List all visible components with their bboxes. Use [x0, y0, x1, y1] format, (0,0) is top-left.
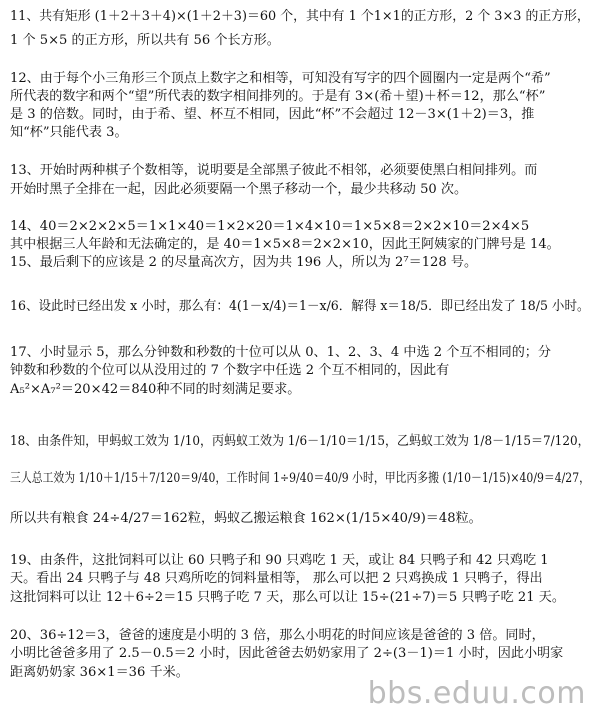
- text-line: 20、36÷12＝3，爸爸的速度是小明的 3 倍，那么小明花的时间应该是爸爸的 3 倍。同时，: [10, 628, 545, 643]
- text-line: 是 3 的倍数。同时，由于希、望、杯互不相同，因此“杯”不会超过 12－3×(1＋2)＝3，推: [10, 107, 535, 122]
- text-line: 知“杯”只能代表 3。: [10, 125, 128, 140]
- text-line: 1 个 5×5 的正方形，所以共有 56 个长方形。: [10, 33, 280, 48]
- text-line: 17、小时显示 5，那么分钟数和秒数的十位可以从 0、1、2、3、4 中选 2 个互不相同的；分: [10, 345, 551, 360]
- text-line: 这批饲料可以让 12＋6÷2＝15 只鸭子吃 7 天，那么可以让 15÷(21÷7)＝5 只鸭子吃 21 天。: [10, 590, 565, 605]
- text-line: 12、由于每个小三角形三个顶点上数字之和相等，可知没有写字的四个圆圈内一定是两个“希”: [10, 71, 551, 86]
- text-line: A₅²×A₇²＝20×42＝840种不同的时刻满足要求。: [10, 382, 301, 397]
- text-line: 11、共有矩形 (1＋2＋3＋4)×(1＋2＋3)＝60 个，其中有 1 个1×1的正方形，2 个 3×3 的正方形，: [10, 9, 590, 24]
- text-line: 钟数和秒数的个位可以从没用过的 7 个数字中任选 2 个互不相同的，因此有: [10, 363, 450, 378]
- text-line: 15、最后剩下的应该是 2 的尽量高次方，因为共 196 人，所以为 2⁷＝128 号。: [10, 255, 478, 270]
- text-line: 天。看出 24 只鸭子与 48 只鸡所吃的饲料量相等， 那么可以把 2 只鸡换成 1 只鸭子，得出: [10, 571, 543, 586]
- text-line: 所以共有粮食 24÷4/27＝162粒，蚂蚁乙搬运粮食 162×(1/15×40/9)＝48粒。: [10, 511, 482, 526]
- text-line: 开始时黑子全排在一起，因此必须要隔一个黑子移动一个，最少共移动 50 次。: [10, 182, 468, 197]
- text-line: 13、开始时两种棋子个数相等，说明要是全部黑子彼此不相邻，必须要使黑白相间排列。而: [10, 163, 538, 178]
- text-line: 小明比爸爸多用了 2.5－0.5＝2 小时，因此爸爸去奶奶家用了 2÷(3－1)＝1 小时，因此小明家: [10, 646, 564, 661]
- text-line: 距离奶奶家 36×1＝36 千米。: [10, 665, 189, 680]
- text-line: 所代表的数字和两个“望”所代表的数字相间排列的。于是有 3×(希＋望)＋杯＝12，那么“杯”: [10, 89, 546, 104]
- watermark: bbs.eduu.com: [367, 676, 586, 711]
- text-line: 14、40＝2×2×2×5＝1×1×40＝1×2×20＝1×4×10＝1×5×8＝2×2×10＝2×4×5: [10, 219, 530, 234]
- text-line: 其中根据三人年龄和无法确定的，是 40＝1×5×8＝2×2×10，因此王阿姨家的门牌号是 14。: [10, 237, 560, 252]
- text-line: 18、由条件知，甲蚂蚁工效为 1/10，丙蚂蚁工效为 1/6－1/10＝1/15，乙蚂蚁工效为 1/8－1/15＝7/120，: [10, 434, 590, 449]
- text-line: 三人总工效为 1/10＋1/15＋7/120＝9/40，工作时间 1÷9/40＝40/9 小时，甲比丙多搬 (1/10－1/15)×40/9＝4/27，: [10, 471, 590, 486]
- text-line: 16、设此时已经出发 x 小时，那么有：4(1－x/4)＝1－x/6．解得 x＝18/5．即已经出发了 18/5 小时。: [10, 299, 590, 314]
- text-line: 19、由条件，这批饲料可以让 60 只鸭子和 90 只鸡吃 1 天，或让 84 只鸭子和 42 只鸡吃 1: [10, 553, 549, 568]
